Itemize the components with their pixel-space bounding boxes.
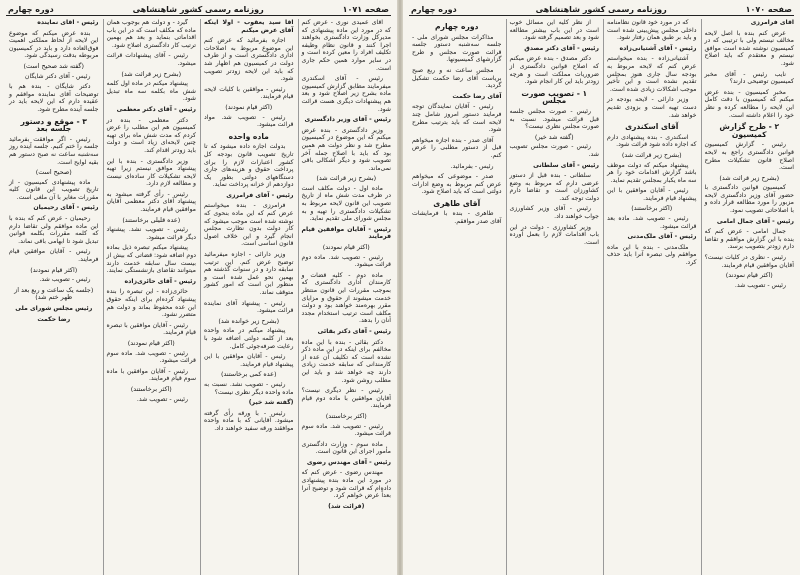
paragraph: رئیس - تصویب شد. مواد قرائت میشود. <box>204 113 294 129</box>
speaker-line: رئیس - آقای رحیمیان <box>33 204 99 212</box>
speaker-line: رئیس - آقای آشتیانی‌زاده <box>619 44 697 52</box>
paragraph: فرامرزی - بنده میخواستم عرض کنم که این ماده بنحوی که نوشته شده است موجب میشود که کار دولت بدون نظارت مجلس انجام گیرد و این خلاف اصول قانون اساسی است. <box>204 202 294 248</box>
paragraph: ماده اول - دولت مکلف است در ظرف مدت شش ماه از تاریخ تصویب این قانون لایحه مربوط به تشکیلات دادگستری را تهیه و به مجلس شورای ملی تقدیم نماید. <box>301 184 391 223</box>
stage-note: (اکثر برخاستند) <box>325 411 367 420</box>
paragraph: رئیس - موافقین با کلیات لایحه قیام فرمایند. <box>204 85 294 101</box>
paragraph: دکتر بقائی - بنده با این ماده مخالفم برای اینکه در این ماده ذکر نشده است که تکلیف آن عده از کارمندانی که سابقه خدمت زیادی دارند چه خواهد شد و باید این مطلب روشن شود. <box>301 338 391 384</box>
stage-note: (اکثر برخاستند) <box>130 384 172 393</box>
stage-note: (اکثر قیام نمودند) <box>225 102 273 111</box>
closing-line: رضا حکمت <box>37 315 71 323</box>
stage-note: (بشرح زیر قرائت شد) <box>621 150 682 159</box>
speaker-line: آقای رضا حکمت <box>452 92 502 100</box>
paragraph: پیشنهاد میکنم که دولت موظف باشد گزارش اقدامات خود را هر سه ماه یکبار بمجلس تقدیم نماید. <box>607 161 697 184</box>
stage-note: (بشرح زیر قرائت شد) <box>719 173 780 182</box>
stage-note: (جلسه یک ساعت و ربع بعد از ظهر ختم شد) <box>14 285 94 302</box>
paragraph: جمال امامی - عرض کنم که بنده با این گزارش موافقم و تقاضا دارم زودتر بتصویب برسد. <box>704 228 794 251</box>
paragraph: رئیس - تصویب شد. ماده دوم قرائت میشود. <box>301 253 391 269</box>
stage-note: (بشرح زیر قرائت شد) <box>121 69 182 78</box>
paragraph: رحیمیان - عرض کنم که بنده با این ماده موافقم ولی تقاضا دارم که کلمه مقررات بکلمه قوانین تبدیل شود تا ابهامی باقی نماند. <box>9 215 99 245</box>
left-col-1 <box>298 19 392 575</box>
paragraph: رئیس - تصویب شد. <box>136 395 188 403</box>
paragraph: رئیس - آقایان موافقین با تبصره قیام فرمایند. <box>106 321 196 337</box>
stage-note: (اکثر قیام نمودند) <box>127 338 175 347</box>
paragraph: رئیس - تصویب نشد. پیشنهاد دیگر قرائت میشود. <box>106 226 196 241</box>
speaker-line: (گفته شد خیر) <box>248 399 294 407</box>
paragraph: رئیس - آقای اسکندری میفرمایند مطابق گزارش کمیسیون ماده بشرح زیر اصلاح شود و بعد هم پیشنهادات دیگری هست قرائت شود. <box>301 75 391 113</box>
paragraph: از نظر کلیه این مسائل خوب است در این باب بیشتر مطالعه شود و بعد تصمیم گرفته شود. <box>509 19 599 42</box>
stage-note: (اکثر قیام نمودند) <box>30 265 78 274</box>
paragraph: بنده عرض میکنم که موضوع این لایحه از لحاظ مملکتی اهمیت فوق‌العاده دارد و باید در کمیسیون مربوطه بدقت رسیدگی شود. <box>9 29 99 60</box>
paragraph: رئیس - تصویب شد. ماده سوم قرائت میشود. <box>301 422 391 438</box>
right-page-columns <box>409 19 794 575</box>
stage-note: (اکثر قیام نمودند) <box>322 243 370 252</box>
stage-note: (اکثر قیام نمودند) <box>725 271 773 280</box>
paragraph: وزیر دارائی - اجازه میفرمائید توضیح عرض کنم. این ترتیب سابقه دارد و در سنوات گذشته هم بهمین نحو عمل شده است و منظور این است که امور کشور متوقف نماند. <box>204 251 294 296</box>
closing-line: رئیس مجلس شورای ملی <box>15 305 93 312</box>
speaker-line: رئیس - آقای وزیر دادگستری <box>304 116 391 124</box>
left-page <box>0 0 397 575</box>
right-page-number: صفحه ۱۰۷۰ <box>745 4 792 14</box>
paragraph: وزیر دارائی - لایحه بودجه در دست تهیه است و بزودی تقدیم خواهد شد. <box>607 96 697 119</box>
paragraph: نایب رئیس - آقای مخبر کمیسیون توضیحی دارند؟ <box>704 70 794 86</box>
paragraph: که در مورد خود قانون نظامنامه داخلی مجلس پیش‌بینی شده است و باید بر طبق همان رفتار شود. <box>607 19 697 42</box>
paragraph: وزیر دادگستری - بنده عرض میکنم که این موضوع در کمیسیون مطرح شد و نظر دولت هم همین بود که باید با اصلاح جمله آخر تصویب شود و دیگر اشکالی باقی نمی‌ماند. <box>301 126 391 172</box>
paragraph: دکتر مصدق - بنده عرض میکنم که اصلاح قوانین دادگستری از ضروریات مملکت است و هرچه زودتر باید این کار انجام شود. <box>509 55 599 86</box>
paragraph: آقای عمیدی نوری - عرض کنم که در مورد این ماده پیشنهادی که مدیرکل وزارت دادگستری بخواهند اجرا کنند و قانون نظام وظیفه تکلیف افراد را معین کرده است و در سایر موارد همین حکم جاری است. <box>301 19 391 72</box>
stage-note: (بشرح زیر خوانده شد) <box>218 316 280 325</box>
paragraph: رئیس - با ورقه رأی گرفته میشود. آقایانی که با ماده واحده موافقند ورقه سفید خواهند داد. <box>204 409 294 432</box>
paragraph: سلطانی - بنده قبل از دستور عرضی دارم که مربوط به وضع کشاورزان است و تقاضا دارم دولت توجه کند. <box>509 172 599 202</box>
left-page-number: صفحه ۱۰۷۱ <box>342 4 389 14</box>
left-page-columns <box>6 19 391 575</box>
stage-note: (اکثر برخاستند) <box>631 204 673 213</box>
speaker-line: رئیس - آقای مهندس رضوی <box>306 458 391 466</box>
paragraph: رئیس - نظری در کلیات نیست؟ آقایان موافقین قیام فرمایند. <box>704 254 794 269</box>
paragraph: طاهری - بنده با فرمایشات آقای صدر موافقم. <box>412 210 502 226</box>
paragraph: رئیس - اگر موافقت بفرمائید جلسه را ختم کنیم. جلسه آینده روز سه‌شنبه ساعت نه صبح دستور هم بقیه لوایح است. <box>9 135 99 166</box>
paragraph: مخبر کمیسیون - بنده عرض میکنم که کمیسیون با دقت کامل این لایحه را مطالعه کرده و نظر خود را اعلام داشته است. <box>704 88 794 119</box>
paragraph: بدولت اجازه داده میشود که تا تاریخ تصویب قانون بودجه کل کشور اعتبارات لازم را برای پرداخت حقوق و هزینه‌های جاری دستگاههای دولتی بطور یک دوازدهم از خزانه پرداخت نماید. <box>204 143 294 189</box>
section-heading: آقای طاهری <box>433 198 481 208</box>
paragraph: آشتیانی‌زاده - بنده میخواستم عرض کنم که لایحه مربوط به بودجه سال جاری هنوز بمجلس تقدیم نشده است و این تأخیر موجب اشکالات زیادی شده است. <box>607 55 697 93</box>
paragraph: رئیس - صورت مجلس تصویب شد. <box>509 143 599 158</box>
speaker-line: رئیس - آقای فرامرزی <box>226 191 294 199</box>
speaker-line: رئیس - آقای نماینده <box>37 19 99 26</box>
right-col-1 <box>701 19 795 575</box>
paragraph: رئیس - آقایان موافقین با این پیشنهاد قیام فرمایند. <box>204 353 294 368</box>
paragraph: عرض کنم بنده با اصل لایحه مخالف نیستم ولی با ترتیبی که در کمیسیون نوشته شده است موافق نیستم و معتقدم که باید اصلاح شود. <box>704 29 794 67</box>
paragraph: اجازه بفرمائید که عرض کنم این موضوع مربوط به اصلاحات اداری دادگستری است و از طرف دولت در کمیسیون هم اظهار شد که باید این لایحه زودتر تصویب شود. <box>204 37 294 83</box>
stage-note: (گفته شد صحیح است) <box>23 61 84 70</box>
right-page-header <box>409 3 794 16</box>
paragraph: رئیس - آقای پیشنهادات قرائت میشود. <box>106 52 196 67</box>
paragraph: رئیس - تصویب شد. ماده سوم قرائت میشود. <box>106 349 196 365</box>
paragraph: ملک‌مدنی - بنده با این ماده موافقم ولی تبصره آنرا باید حذف کرد. <box>607 243 697 267</box>
paragraph: مجلس ساعت نه و ربع صبح بریاست آقای رضا حکمت تشکیل گردید. <box>412 66 502 90</box>
left-page-header <box>6 3 391 16</box>
paragraph: رئیس - تصویب شد. ماده بعد قرائت میشود. <box>607 215 697 230</box>
paragraph: مذاکرات مجلس شورای ملی - جلسه سه‌شنبه دستور جلسه قرائت صورت مجلس و طرح گزارشهای کمیسیونها. <box>412 33 502 64</box>
paragraph: دکتر شایگان - بنده هم با توضیحات آقای نماینده موافقم و عقیده دارم که این لایحه باید در جلسه آینده مطرح شود. <box>9 83 99 113</box>
section-heading: ۳ - موقع و دستور جلسه بعد <box>20 116 87 134</box>
speaker-line: رئیس - آقای دکتر معظمی <box>116 105 196 113</box>
paragraph: وزیر دادگستری - بنده با این پیشنهاد موافق نیستم زیرا تهیه لایحه تشکیلات کار ساده‌ای نیست و مطالعه لازم دارد. <box>106 157 196 188</box>
speaker-line: رئیس - آقای ملک‌مدنی <box>627 233 697 241</box>
left-page-title: روزنامه رسمی کشور شاهنشاهی <box>132 4 264 14</box>
paragraph: پیشنهاد میکنم در ماده اول کلمه شش ماه بکلمه سه ماه تبدیل شود. <box>106 80 196 103</box>
paragraph: ماده پیشنهادی کمیسیون - از تاریخ تصویب این قانون کلیه مقررات مغایر با آن ملغی است. <box>9 178 99 201</box>
stage-note: (گفته شد خیر) <box>534 132 574 141</box>
paragraph: رئیس - تصویب شد. <box>734 281 786 289</box>
paragraph: اسکندری - بنده پیشنهادی دارم که اجازه داده شود قرائت شود. <box>607 133 697 149</box>
paragraph: رئیس - آقایان موافقین قیام فرمایند. <box>9 248 99 264</box>
paragraph: رئیس - گزارش کمیسیون قوانین دادگستری راجع به لایحه اصلاح قانون تشکیلات مطرح است. <box>704 141 794 172</box>
speaker-line: رئیس - آقای دکتر بقائی <box>317 327 391 335</box>
paragraph: پیشنهاد میکنم تبصره ذیل بماده دوم اضافه شود: قضاتی که بیش از بیست سال سابقه خدمت دارند میتوانند تقاضای بازنشستگی نمایند. <box>106 244 196 275</box>
right-page <box>403 0 800 575</box>
paragraph: رئیس - آقایان موافقین با ماده سوم قیام فرمایند. <box>106 367 196 383</box>
speaker-line: رئیس - آقای جمال امامی <box>716 217 794 225</box>
paragraph: رئیس - آقای دکتر شایگان <box>24 72 91 80</box>
speaker-line: رئیس - آقایان موافقین قیام فرمایند <box>301 225 391 241</box>
section-heading: ۱ - تصویب صورت مجلس <box>521 88 588 106</box>
left-col-4 <box>6 19 99 575</box>
paragraph: آقای صدر - بنده اجازه میخواهم قبل از دستور مطلبی را عرض کنم. <box>412 136 502 159</box>
paragraph: ماده سوم - وزارت دادگستری مأمور اجرای این قانون است. <box>301 440 391 456</box>
stage-note: (عده کمی برخاستند) <box>221 370 277 379</box>
right-col-2 <box>603 19 697 575</box>
closing-line: (قرائت شد) <box>328 502 365 510</box>
right-col-3 <box>506 19 600 575</box>
left-col-2 <box>200 19 294 575</box>
paragraph: رئیس - بفرمائید. <box>450 162 494 170</box>
paragraph: صدر - موضوعی که میخواهم عرض کنم مربوط به وضع ادارات دولتی است که باید اصلاح شود. <box>412 173 502 196</box>
stage-note: (بشرح زیر قرائت شد) <box>316 174 377 183</box>
paragraph: رئیس - پیشنهاد آقای نماینده قرائت میشود. <box>204 299 294 315</box>
speaker-line: رئیس - آقای دکتر مصدق <box>524 44 599 52</box>
paragraph: وزیر کشاورزی - دولت در این باب اقدامات لازم را بعمل آورده است. <box>509 223 599 246</box>
paragraph: رئیس - رأی گرفته میشود به پیشنهاد آقای دکتر معظمی آقایان موافقین قیام فرمایند. <box>106 190 196 214</box>
paragraph: پیشنهاد میکنم در ماده واحده بعد از کلمه دولتی اضافه شود با رعایت صرفه‌جوئی کامل. <box>204 327 294 350</box>
stage-note: (عده قلیلی برخاستند) <box>122 215 181 224</box>
paragraph: رئیس - آقایان نمایندگان توجه فرمایند دستور امروز شامل چند لایحه است که باید بترتیب مطرح شود. <box>412 103 502 134</box>
paragraph: رئیس - صورت مجلس جلسه قبل قرائت میشود. نسبت به صورت مجلس نظری نیست؟ <box>509 107 599 131</box>
paragraph: حائری‌زاده - این تبصره را بنده پیشنهاد کرده‌ام برای اینکه حقوق این عده محفوظ بماند و دولت هم متضرر نشود. <box>106 288 196 319</box>
stage-note: (صحیح است) <box>35 168 72 177</box>
section-heading: دوره چهارم <box>435 22 479 31</box>
section-heading: ماده واحده <box>228 131 269 141</box>
paragraph: رئیس - تصویب نشد. نسبت به ماده واحده دیگر نظری نیست؟ <box>204 380 294 396</box>
speaker-line: رئیس - آقای حائری‌زاده <box>124 277 196 285</box>
paragraph: رئیس - نظر دیگری نیست؟ آقایان موافقین با ماده دوم قیام فرمایند. <box>301 387 391 410</box>
left-col-3 <box>103 19 197 575</box>
paragraph: کمیسیون قوانین دادگستری با حضور آقای وزیر دادگستری لایحه مزبور را مورد مطالعه قرار داده و با اصلاحاتی تصویب نمود. <box>704 184 794 215</box>
paragraph: ماده دوم - کلیه قضات و کارمندان اداری دادگستری که بموجب مقررات این قانون منتظر خدمت میشوند از حقوق و مزایای مقرر بهره‌مند خواهند بود و دولت مکلف است ترتیب استخدام مجدد آنان را بدهد. <box>301 271 391 325</box>
section-heading: آقای اسکندری <box>625 122 679 132</box>
right-page-title: روزنامه رسمی کشور شاهنشاهی <box>535 4 667 14</box>
speaker-line: رئیس - آقای سلطانی <box>533 161 599 169</box>
paragraph: مهندس رضوی - عرض کنم که در مورد این ماده بنده پیشنهادی داده‌ام که قرائت شود و توضیح آنرا بعداً عرض خواهم کرد. <box>301 469 391 500</box>
paragraph: رئیس - آقای وزیر کشاورزی جواب خواهند داد. <box>509 205 599 221</box>
section-heading: ۲ - طرح گزارش کمیسیون <box>719 122 780 139</box>
left-page-term: دوره چهارم <box>8 4 54 14</box>
speaker-line: آقای فرامرزی <box>750 19 794 26</box>
speaker-line: آقا سید یعقوب - اولا اینکه آقای عرض میکنم <box>204 19 294 34</box>
paragraph: گیرد - و دولت هم بوجوب همان ماده که مکلف است که در این باب اقداماتی بنماید و بعد هم بهمین ترتیب کار دادگستری اصلاح شود. <box>106 19 196 49</box>
right-page-term: دوره چهارم <box>411 4 457 14</box>
paragraph: دکتر معظمی - بنده در کمیسیون هم این مطلب را عرض کردم که مدت شش ماه برای تهیه چنین لایحه‌ای زیاد است و دولت باید زودتر اقدام کند. <box>106 116 196 154</box>
right-col-4 <box>409 19 502 575</box>
paragraph: رئیس - آقایان موافقین با این پیشنهاد قیام فرمایند. <box>607 187 697 202</box>
paragraph: رئیس - تصویب شد. <box>39 276 91 284</box>
